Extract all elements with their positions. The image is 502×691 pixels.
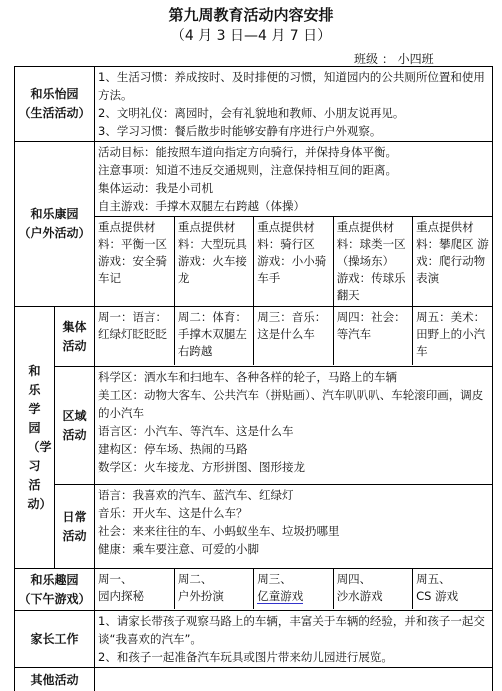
life-item: 2、文明礼仪：离园时，会有礼貌地和教师、小朋友说再见。 — [98, 106, 405, 120]
family-section-head: 家长工作 — [15, 611, 95, 668]
group-day: 周三：音乐：这是什么车 — [254, 307, 333, 365]
daily-line: 语言：我喜欢的汽车、蓝汽车、红绿灯 — [98, 488, 294, 502]
daily-line: 健康：乘车要注意、可爱的小脚 — [98, 542, 260, 556]
outdoor-areas — [95, 216, 492, 306]
life-item: 1、生活习惯：养成按时、及时排便的习惯，知道园内的公共厕所位置和使用方法。 — [98, 70, 485, 102]
outdoor-line: 自主游戏：手撑木双腿左右跨越（体操） — [98, 199, 306, 213]
schedule-table — [14, 66, 493, 691]
outdoor-area: 重点提供材料：攀爬区 游戏：爬行动物表演 — [416, 220, 489, 285]
outdoor-area: 重点提供材料：骑行区 游戏：小小骑车手 — [254, 217, 333, 307]
play-day: 周二、 户外扮演 — [174, 569, 253, 609]
play-day: 周三、 亿童游戏 — [254, 569, 333, 609]
group-activity-label: 集体 活动 — [55, 307, 95, 367]
life-content — [95, 67, 493, 142]
group-day: 周二：体育：手撑木双腿左右跨越 — [174, 307, 253, 365]
group-activity-content — [95, 307, 493, 367]
area-line: 语言区：小汽车、等汽车、这是什么车 — [98, 424, 294, 438]
group-day: 周一：语言：红绿灯眨眨眨 — [95, 307, 174, 365]
life-section-head: 和乐怡园 （生活活动） — [15, 67, 95, 142]
outdoor-line: 集体运动：我是小司机 — [98, 181, 214, 195]
play-content — [95, 569, 493, 611]
outdoor-section-head: 和乐康园 （户外活动） — [15, 142, 95, 307]
area-line: 建构区：停车场、热闹的马路 — [98, 442, 248, 456]
area-activity-content — [95, 367, 493, 485]
play-day: 周四、 沙水游戏 — [333, 569, 412, 609]
study-section-head: 和乐学园（学习活动） — [15, 307, 55, 569]
daily-line: 音乐：开火车、这是什么车？ — [98, 506, 248, 520]
family-item: 2、和孩子一起准备汽车玩具或图片带来幼儿园进行展览。 — [98, 650, 393, 664]
outdoor-line: 活动目标：能按照车道向指定方向骑行，并保持身体平衡。 — [98, 145, 398, 159]
daily-line: 社会：来来往往的车、小蚂蚁坐车、垃圾扔哪里 — [98, 524, 340, 538]
family-content — [95, 611, 493, 668]
outdoor-area: 重点提供材料：大型玩具 游戏：火车接龙 — [174, 217, 253, 307]
outdoor-content — [95, 142, 493, 307]
area-line: 科学区：洒水车和扫地车、各种各样的轮子，马路上的车辆 — [98, 370, 398, 384]
life-item: 3、学习习惯：餐后散步时能够安静有序进行户外观察。 — [98, 124, 382, 138]
area-line: 数学区：火车接龙、方形拼图、图形接龙 — [98, 460, 306, 474]
outdoor-area: 重点提供材料：平衡一区 游戏：安全骑车记 — [95, 217, 174, 307]
daily-activity-content — [95, 485, 493, 569]
date-range: （4 月 3 日—4 月 7 日） — [170, 28, 332, 44]
play-day: 周五、 CS 游戏 — [416, 572, 459, 603]
group-day: 周五：美术：田野上的小汽车 — [416, 310, 486, 358]
other-section-head: 其他活动 — [15, 668, 95, 691]
area-line: 美工区：动物大客车、公共汽车（拼贴画）、汽车叭叭叭、车轮滚印画，调皮的小汽车 — [98, 388, 484, 420]
outdoor-area: 重点提供材料：球类一区（操场东） 游戏：传球乐翻天 — [333, 217, 412, 307]
play-day: 周一、 园内探秘 — [95, 569, 174, 609]
family-item: 1、请家长带孩子观察马路上的车辆，丰富关于车辆的经验，并和孩子一起交谈“我喜欢的汽车”。 — [98, 614, 485, 646]
daily-activity-label: 日常 活动 — [55, 485, 95, 569]
group-day: 周四：社会：等汽车 — [333, 307, 412, 365]
other-content — [95, 668, 493, 691]
play-section-head: 和乐趣园 （下午游戏） — [15, 569, 95, 611]
page-title: 第九周教育活动内容安排 — [168, 6, 334, 24]
area-activity-label: 区域 活动 — [55, 367, 95, 485]
outdoor-line: 注意事项：知道不违反交通规则，注意保持相互间的距离。 — [98, 163, 398, 177]
class-label: 班级 ： 小四班 — [354, 52, 434, 66]
